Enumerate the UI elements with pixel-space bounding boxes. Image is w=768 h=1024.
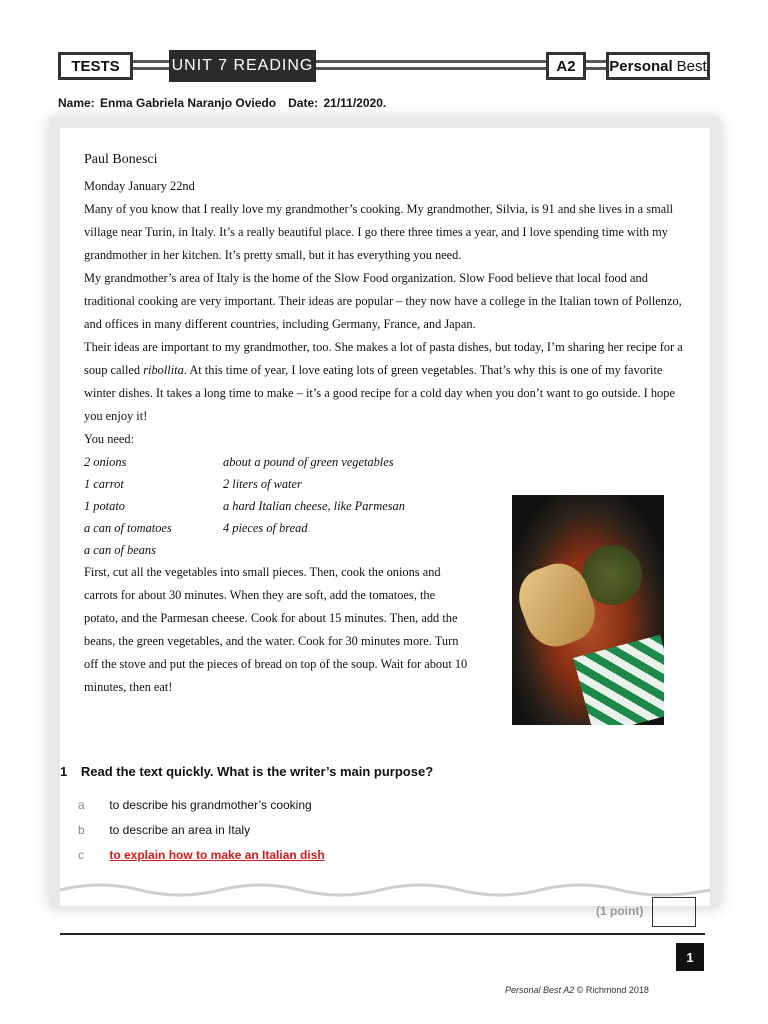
ingredient: 1 potato (84, 499, 125, 513)
question-number: 1 (60, 764, 68, 779)
ingredient: 2 liters of water (223, 477, 302, 491)
header-rule (586, 60, 606, 63)
ingredient: a can of beans (84, 543, 156, 557)
paragraph-1: Many of you know that I really love my grandmother’s cooking. My grandmother, Silvia, is 91 and she lives in a small village near Turin, in Italy. It’s a really beautiful place. I go there three times a year, and I love spending time with my grandmother in her kitchen. It’s pretty small, but it has everything you need. (84, 202, 674, 262)
header-bar (58, 52, 710, 82)
brand-bold: Personal (609, 57, 673, 75)
ingredient: 2 onions (84, 455, 127, 469)
paragraph-3-end: . At this time of year, I love eating lots of green vegetables. That’s why this is one of my favorite winter dishes. It takes a long time to make – it’s a good recipe for a cold day when you don’t want to go outside. I hope you enjoy it! (84, 363, 675, 423)
method-paragraph: First, cut all the vegetables into small pieces. Then, cook the onions and carrots for about 30 minutes. When they are soft, add the tomatoes, the potato, and the Parmesan cheese. Cook for about 15 minutes. Then, add the beans, the green vegetables, and the water. Cook for 30 minutes more. Turn off the stove and put the pieces of bread on top of the soup. Wait for about 10 minutes, then eat! (84, 565, 468, 694)
option-letter: a (78, 798, 85, 812)
page-number: 1 (676, 943, 704, 971)
question-text: Read the text quickly. What is the writer’s main purpose? (80, 764, 434, 779)
paragraph-2: My grandmother’s area of Italy is the home of the Slow Food organization. Slow Food believe that local food and traditional cooking are very important. Their ideas are popular – they now have a college in the Italian town of Pollenzo, and offices in many different countries, including Germany, France, and Japan. (84, 271, 682, 331)
level-badge: A2 (546, 52, 586, 80)
name-label: Name: (58, 96, 95, 110)
ingredient: a hard Italian cheese, like Parmesan (223, 499, 405, 513)
footer-book: Personal Best A2 (505, 985, 575, 995)
article-author: Paul Bonesci (84, 152, 158, 167)
tests-label: TESTS (58, 52, 133, 80)
paragraph-3-start: Their ideas are important to my grandmother, too. She makes a lot of pasta dishes, but today, I’m sharing her recipe for a soup called (84, 340, 683, 377)
article-date: Monday January 22nd (84, 179, 195, 193)
option-letter: b (78, 823, 85, 837)
ingredient: 1 carrot (84, 477, 124, 491)
ingredient: about a pound of green vegetables (223, 455, 394, 469)
dish-name: ribollita (143, 363, 184, 377)
ingredient: 4 pieces of bread (223, 521, 308, 535)
you-need-label: You need: (84, 432, 135, 446)
date-label: Date: (288, 96, 319, 110)
reading-card (60, 128, 710, 898)
option-text: to describe an area in Italy (109, 823, 251, 837)
brand-rest: Best (676, 57, 707, 75)
student-date: 21/11/2020. (323, 96, 387, 110)
option-c-selected[interactable] (78, 848, 325, 862)
soup-photo (512, 495, 664, 725)
unit-title: UNIT 7 READING (169, 50, 316, 82)
points-label: (1 point) (596, 904, 644, 918)
ingredients-right (223, 451, 503, 539)
option-b[interactable] (78, 823, 250, 837)
ingredients-left (84, 451, 224, 561)
footer-copyright: © Richmond 2018 (576, 985, 649, 995)
option-text: to describe his grandmother’s cooking (109, 798, 312, 812)
bottom-rule (60, 933, 705, 935)
footer-credit (505, 985, 649, 995)
ingredients-list (84, 451, 504, 561)
option-a[interactable] (78, 798, 312, 812)
torn-edge (60, 880, 710, 906)
header-rule (586, 67, 606, 70)
paragraph-3 (84, 336, 684, 428)
option-text: to explain how to make an Italian dish (109, 848, 325, 862)
question-1 (60, 764, 433, 779)
score-box[interactable] (652, 897, 696, 927)
student-info (58, 96, 388, 110)
photo-cloth (573, 635, 664, 725)
student-name: Enma Gabriela Naranjo Oviedo (100, 96, 277, 110)
ingredient: a can of tomatoes (84, 521, 172, 535)
brand-logo (606, 52, 710, 80)
option-letter: c (78, 848, 84, 862)
